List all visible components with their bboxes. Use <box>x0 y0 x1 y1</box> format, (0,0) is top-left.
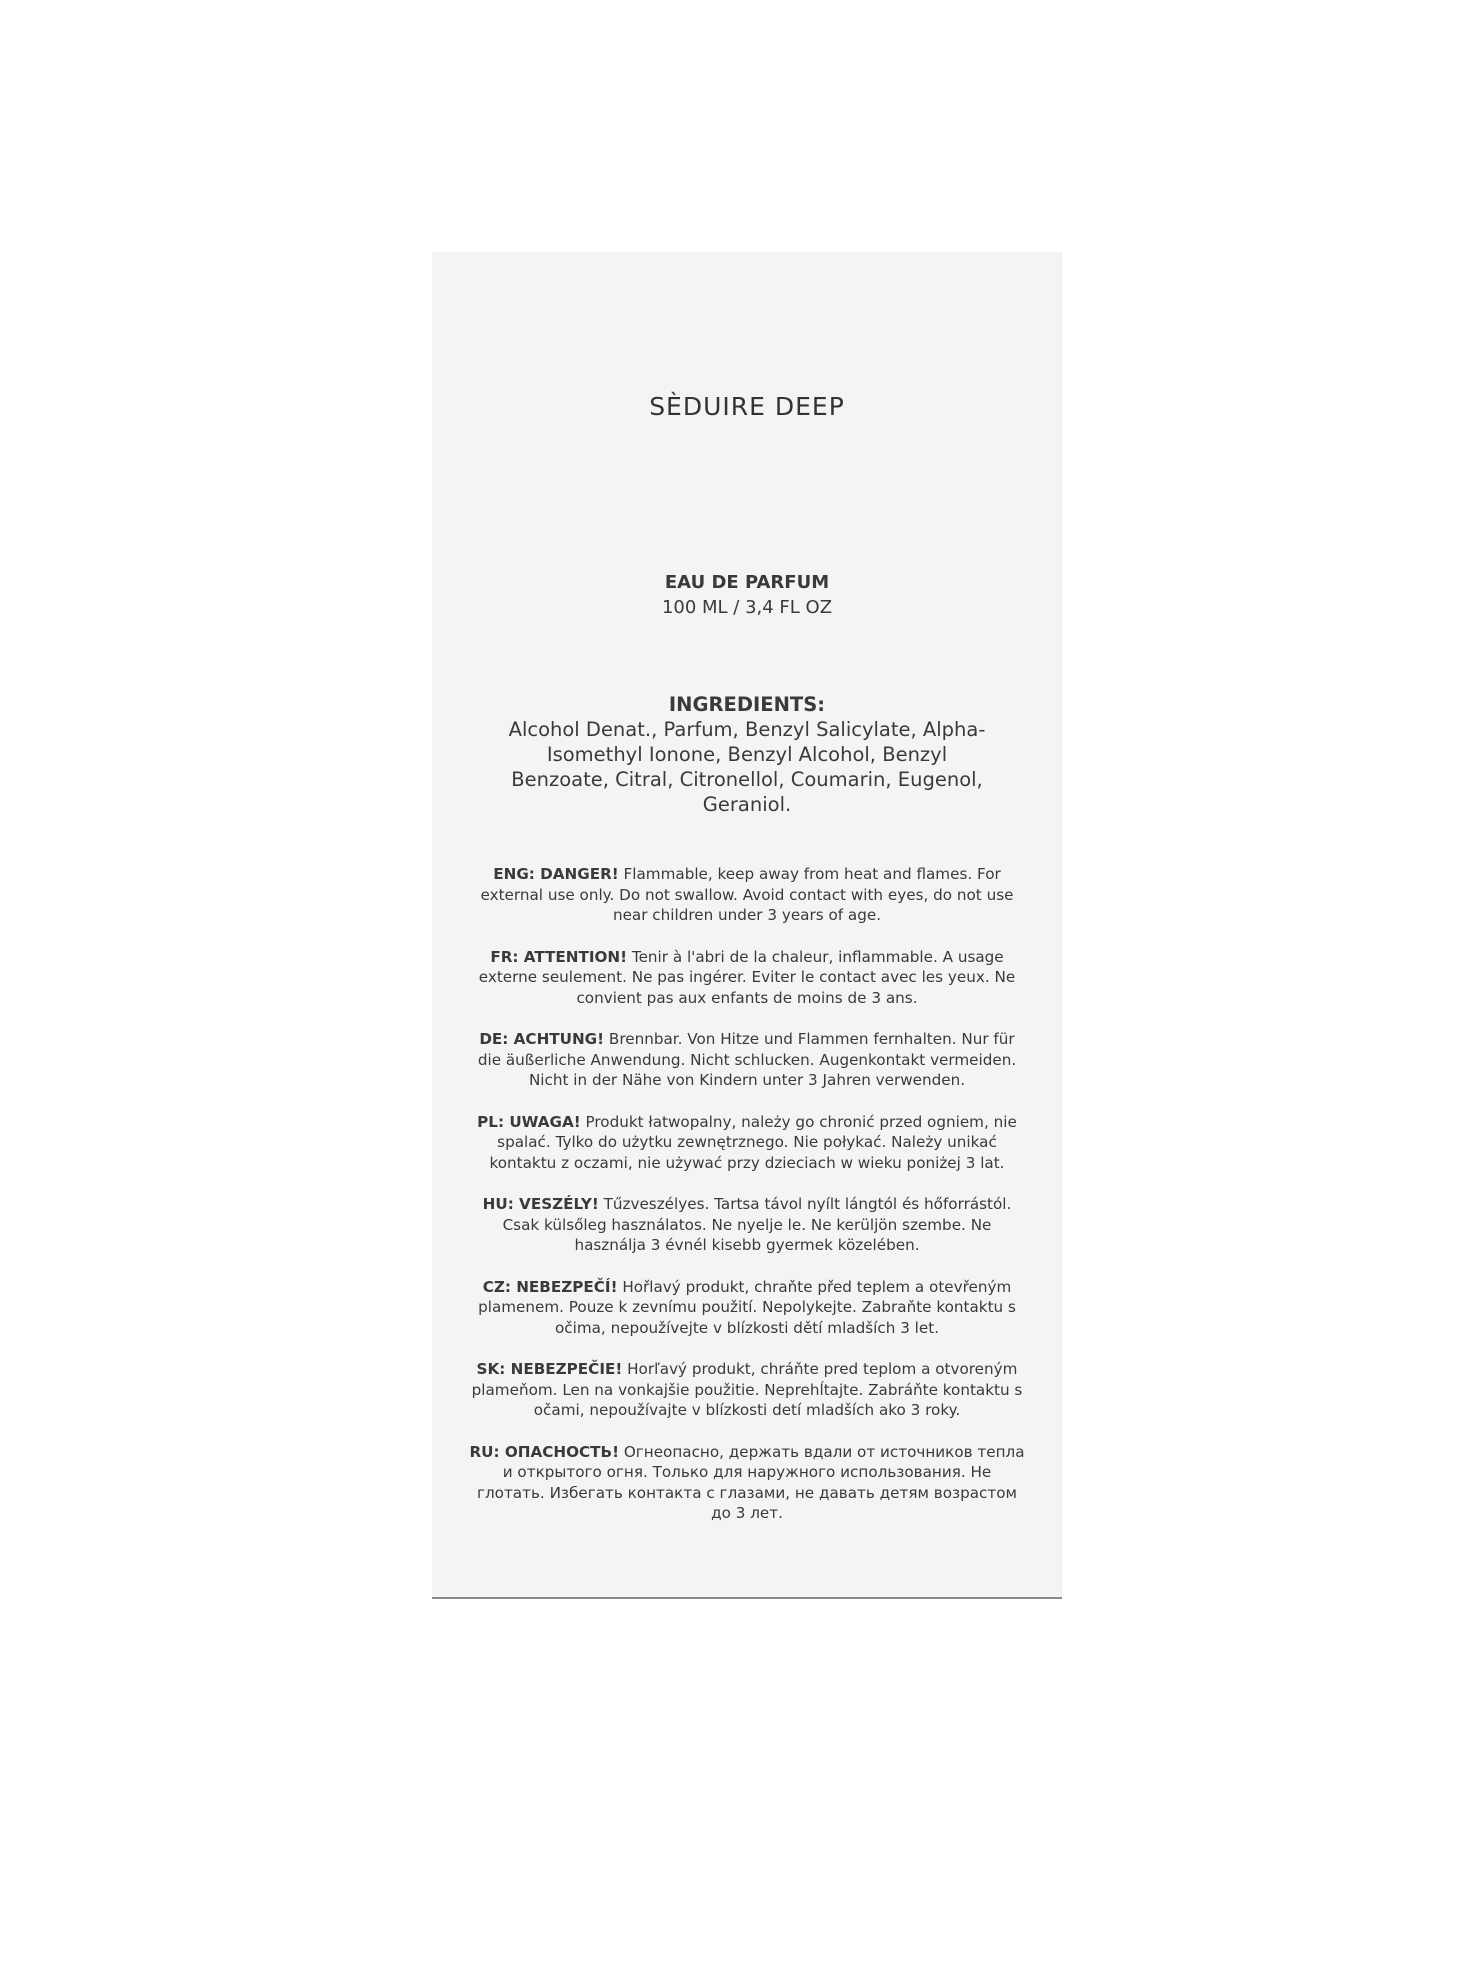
packaging-label-panel <box>432 252 1062 1598</box>
warning-label: RU: ОПАСНОСТЬ! <box>469 1442 619 1461</box>
ingredients-list: Alcohol Denat., Parfum, Benzyl Salicylate, Alpha-Isomethyl Ionone, Benzyl Alcohol, Benzyl Benzoate, Citral, Citronellol, Coumarin, Eugenol, Geraniol. <box>508 718 986 816</box>
warning-label: HU: VESZÉLY! <box>482 1195 599 1213</box>
warning-cz <box>467 1277 1027 1339</box>
warning-text: Tűzveszélyes. Tartsa távol nyílt lángtól és hőforrástól. Csak külsőleg használatos. Ne nyelje le. Ne kerüljön szembe. Ne használja 3 évnél kisebb gyermek közelében. <box>502 1195 1012 1254</box>
warning-label: ENG: DANGER! <box>493 865 619 883</box>
warning-eng <box>467 864 1027 926</box>
warning-fr <box>467 947 1027 1009</box>
ingredients-block <box>432 692 1062 817</box>
warning-label: SK: NEBEZPEČIE! <box>476 1360 623 1378</box>
warning-label: CZ: NEBEZPEČÍ! <box>482 1277 618 1296</box>
product-name: SÈDUIRE DEEP <box>649 392 845 421</box>
product-volume: 100 ML / 3,4 FL OZ <box>661 597 833 618</box>
warning-label: PL: UWAGA! <box>477 1112 581 1131</box>
panel-bottom-edge <box>432 1597 1062 1599</box>
ingredients-heading: INGREDIENTS: <box>668 693 826 716</box>
product-type-block <box>432 570 1062 620</box>
warning-text: Огнеопасно, держать вдали от источников тепла и открытого огня. Только для наружного использования. Не глотать. Избегать контакта с глазами, не давать детям возрастом до 3 лет. <box>476 1442 1025 1522</box>
warning-de <box>467 1029 1027 1091</box>
warning-pl <box>467 1112 1027 1174</box>
warning-text: Brennbar. Von Hitze und Flammen fernhalten. Nur für die äußerliche Anwendung. Nicht schlucken. Augenkontakt vermeiden. Nicht in der Nähe von Kindern unter 3 Jahren verwenden. <box>477 1030 1017 1089</box>
product-type: EAU DE PARFUM <box>664 572 830 593</box>
warning-ru <box>467 1442 1027 1524</box>
warning-label: FR: ATTENTION! <box>490 947 628 966</box>
warning-text: Hořlavý produkt, chraňte před teplem a otevřeným plamenem. Pouze k zevnímu použití. Nepolykejte. Zabraňte kontaktu s očima, nepoužívejte v blízkosti dětí mladších 3 let. <box>478 1277 1016 1337</box>
warning-text: Produkt łatwopalny, należy go chronić przed ogniem, nie spalać. Tylko do użytku zewnętrznego. Nie połykać. Należy unikać kontaktu z oczami, nie używać przy dzieciach w wieku poniżej 3 lat. <box>489 1112 1017 1172</box>
warning-label: DE: ACHTUNG! <box>479 1030 605 1048</box>
warnings-block <box>432 864 1062 1545</box>
warning-text: Tenir à l'abri de la chaleur, inflammable. A usage externe seulement. Ne pas ingérer. Eviter le contact avec les yeux. Ne convient pas aux enfants de moins de 3 ans. <box>478 947 1016 1007</box>
warning-hu <box>467 1194 1027 1256</box>
warning-sk <box>467 1359 1027 1421</box>
warning-text: Horľavý produkt, chráňte pred teplom a otvoreným plameňom. Len na vonkajšie použitie. Neprehĺtajte. Zabráňte kontaktu s očami, nepoužívajte v blízkosti detí mladších ako 3 roky. <box>471 1360 1023 1419</box>
warning-text: Flammable, keep away from heat and flames. For external use only. Do not swallow. Avoid contact with eyes, do not use near children under 3 years of age. <box>480 865 1014 924</box>
